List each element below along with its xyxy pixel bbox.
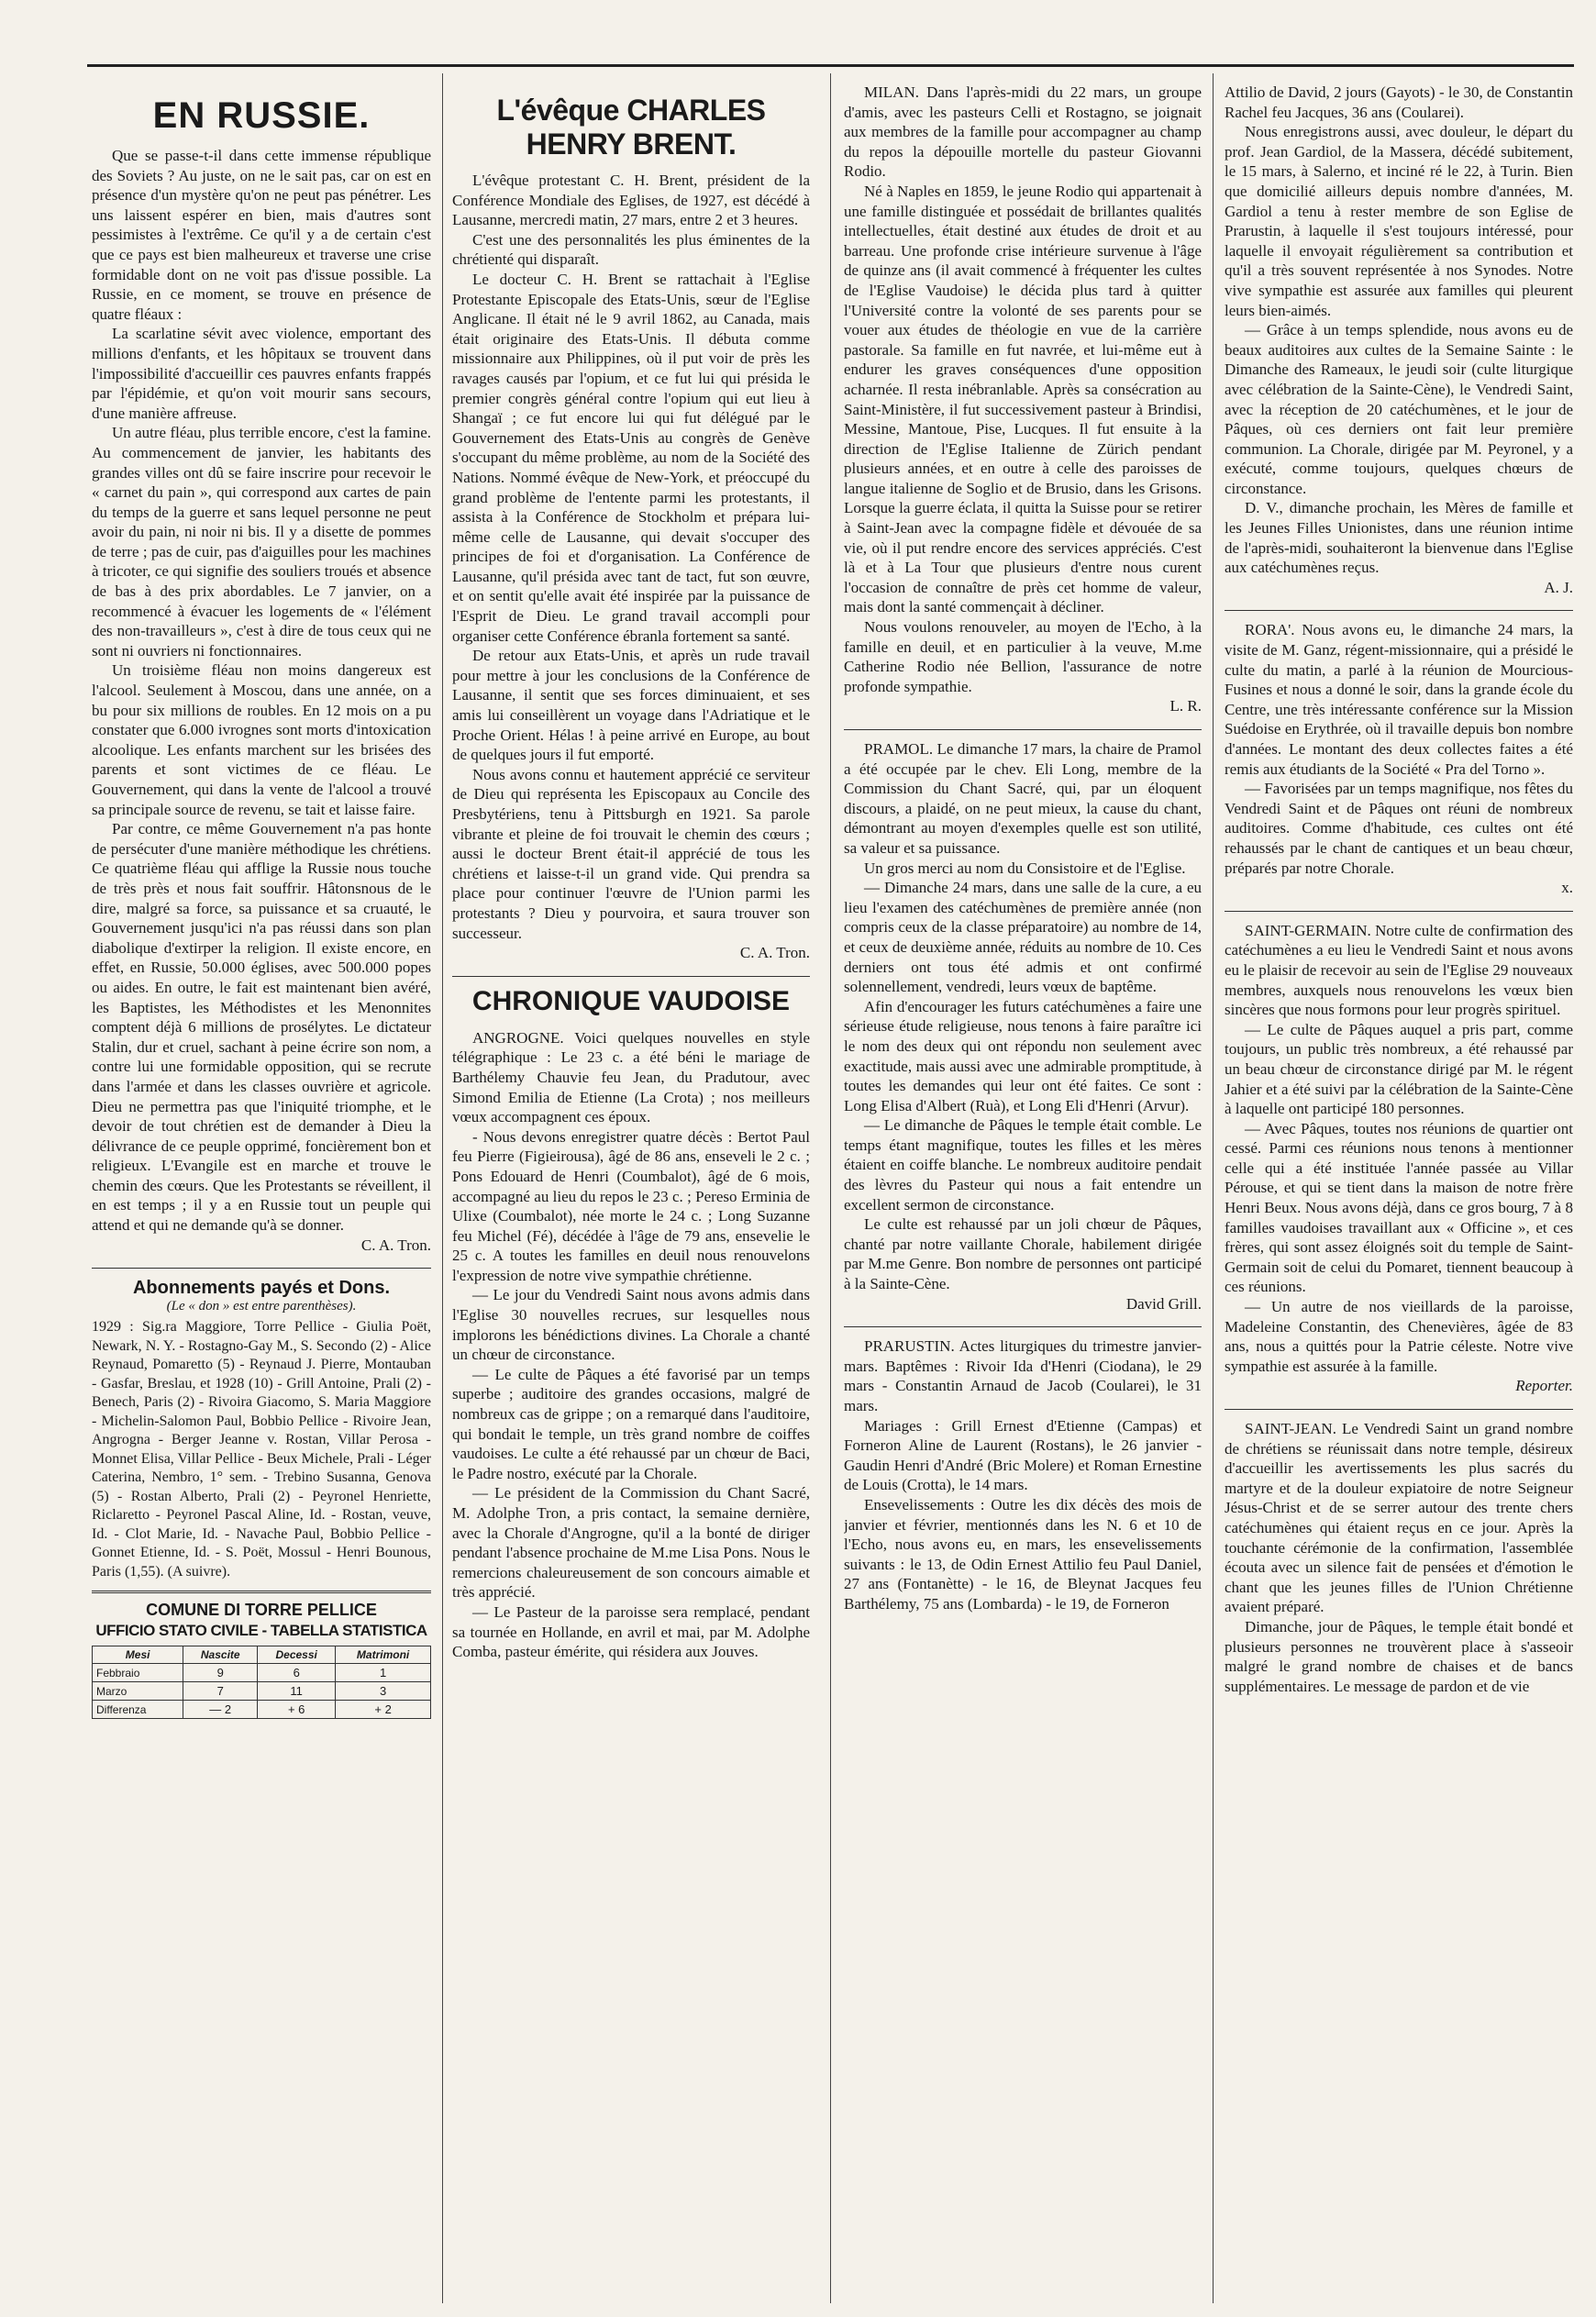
divider [1225,911,1573,912]
column-divider [442,73,443,2303]
column-divider [830,73,831,2303]
signature: L. R. [1169,697,1202,715]
dons-note: (Le « don » est entre parenthèses). [166,1299,357,1314]
header-nascite: Nascite [183,1646,258,1664]
divider [92,1591,431,1593]
paragraph: Nous enregistrons aussi, avec douleur, le départ du prof. Jean Gardiol, de la Massera, décédé subitement, le 15 mars, à Salerno, et inciné ré le 22, à Turin. Bien que domicilié ailleurs depuis nombre d'années, M. Gardiol a tenu à rester membre de son Eglise de Prarustin, à laquelle il s'est toujours intéressé, pour laquelle il envoyait régulièrement sa contribution et qu'il a très souvent représentée à nos Synodes. Notre vive sympathie est assurée aux familles qui pleurent leurs bien-aimés. [1225,123,1573,319]
paragraph: — Le dimanche de Pâques le temple était comble. Le temps étant magnifique, toutes les filles et les mères étaient en coiffe blanche. Le nombreux auditoire pendait des lèvres du Pasteur qui nous a fait entendre un excellent sermon de circonstance. [844,1116,1202,1214]
cell: 6 [258,1664,336,1682]
paragraph: Que se passe-t-il dans cette immense république des Soviets ? Au juste, on ne le sait pas, car on est en présence d'un mystère qu'on ne peut pas pénétrer. Les uns laissent espérer en bien, mais d'autres sont pessimistes à l'extrême. Ce qu'il y a de certain c'est que ce pays est bien malheureux et traverse une crise formidable dont on ne voit pas d'issue possible. La Russie, en ce moment, se trouve en présence de quatre fléaux : [92,147,431,323]
paragraph: — Favorisées par un temps magnifique, nos fêtes du Vendredi Saint et de Pâques ont réuni de nombreux auditoires. Comme d'habitude, ces cultes ont été rehaussés par le chant de cantiques et un beau chœur, préparés par notre Chorale. [1225,780,1573,877]
paragraph: Un gros merci au nom du Consistoire et de l'Eglise. [864,859,1186,877]
paragraph: — Avec Pâques, toutes nos réunions de quartier ont cessé. Parmi ces réunions nous tenons à mentionner celle qui a été instituée l'année passée au Villar Pérouse, et qui se tient dans la maison de notre frère Henri Beux. Nous avons déjà, dans ce gros bourg, 7 à 8 familles vaudoises travaillant aux « Officine », et ces frères, qui sont assez éloignés soit du temple de Saint-Germain soit de celui du Pomaret, tiennent beaucoup à ces réunions. [1225,1119,1573,1296]
paragraph: Afin d'encourager les futurs catéchumènes a faire une sérieuse étude religieuse, nous tenons à faire paraître ici le nom des deux qui ont répondu non seulement avec exactitude, mais aussi avec une admirable promptitude, à toutes les demandes qui leur ont été faites. Ce sont : Long Elisa d'Albert (Ruà), et Long Eli d'Henri (Arvur). [844,997,1202,1114]
signature: C. A. Tron. [360,1236,431,1254]
paragraph: Un troisième fléau non moins dangereux est l'alcool. Seulement à Moscou, dans une année, on a bu pour six millions de roubles. En 12 mois on a pu constater que 6.000 ivrognes sont morts d'intoxication alcoolique. Les enfants marchent sur les brisées des parents et sont victimes de ce fléau. Le Gouvernement, qui dans la vente de l'alcool a trouvé sa principale source de revenu, se tait et laisse faire. [92,661,431,818]
signature: A. J. [1544,578,1573,596]
table-row [93,1664,431,1682]
comune-title: COMUNE DI TORRE PELLICE [146,1601,377,1620]
paragraph: RORA'. Nous avons eu, le dimanche 24 mars, la visite de M. Ganz, régent-missionnaire, qui a présidé le culte du matin, a parlé à la réunion de Mourcious-Fusines et nous a donné le soir, dans la grande école du Centre, une très intéressante conférence sur la Mission Suédoise en Erythrée, où il travaille depuis bon nombre d'années. Le montant des deux collectes faites a été remis aux étudiants de la Société « Pra del Torno ». [1225,621,1573,778]
column-2 [452,83,810,2306]
paragraph: Dimanche, jour de Pâques, le temple était bondé et plusieurs personnes ne trouvèrent place à s'asseoir malgré le grand nombre de chaises et de bancs supplémentaires. Le message de pardon et de vie [1225,1617,1573,1695]
cell: 1 [336,1664,431,1682]
paragraph: - Nous devons enregistrer quatre décès : Bertot Paul feu Pierre (Figieirousa), âgé de 86 ans, enseveli le 2 c. ; Pons Edouard de Henri (Coumbalot), âgé de 6 mois, accompagné au lieu du repos le 23 c. ; Pereso Erminia de Ulixe (Coumbalot), née morte le 24 c. ; Long Suzanne feu Michel (Fé), décédée à l'âge de 79 ans, ensevelie le 25 c. A toutes les familles en deuil nous renouvelons l'expression de notre vive sympathie chrétienne. [452,1127,810,1284]
signature: x. [1561,879,1573,897]
header-decessi: Decessi [258,1646,336,1664]
column-divider [1213,73,1214,2303]
cell: 7 [183,1682,258,1701]
divider [452,976,810,977]
dons-list: 1929 : Sig.ra Maggiore, Torre Pellice - Giulia Poët, Newark, N. Y. - Rostagno-Gay M., S. Secondo (2) - Alice Reynaud, Pomaretto (5) - Reynaud J. Pierre, Montauban - Gasfar, Breslau, et 1928 (10) - Grill Antoine, Prali (2) - Benech, Paris (2) - Rivoira Giacomo, S. Maria Maggiore - Michelin-Salomon Paul, Bobbio Pellice - Rivoire Jean, Angrogna - Berger Jeanne v. Rostan, Villar Perosa - Monnet Elisa, Villar Pellice - Beux Michele, Prali - Léger Caterina, Nembro, 1° sem. - Trebino Susanna, Genova (5) - Rostan Alberto, Prali (2) - Peyronel Henriette, Riclaretto - Peyronel Pascal Aline, Id. - Rostan, veuve, Id. - Clot Marie, Id. - Navache Paul, Bobbio Pellice - Gonnet Etienne, Id. - S. Poët, Mossul - Henri Bounous, Paris (1,55). (A suivre). [92,1319,431,1580]
cell: 9 [183,1664,258,1682]
paragraph: Nous voulons renouveler, au moyen de l'Echo, à la famille en deuil, et en particulier à la veuve, M.me Catherine Rodio née Bellion, l'assurance de notre profonde sympathie. [844,618,1202,695]
column-3 [844,83,1202,2306]
paragraph: Nous avons connu et hautement apprécié ce serviteur de Dieu qui représenta les Episcopaux au Concile des Presbytériens, tenu à Pittsburgh en 1921. Sa parole vibrante et pleine de foi trouvait le chemin des cœurs ; aussi le docteur Brent était-il apprécié de tous les chrétiens et laisse-t-il un grand vide. Qui prendra sa place pour continuer l'œuvre de l'Union parmi les protestants ? Dieu y pourvoira, et saura trouver son successeur. [452,765,810,942]
paragraph: Ensevelissements : Outre les dix décès des mois de janvier et février, mentionnés dans les N. 6 et 10 de l'Echo, nous avons eu, en mars, les ensevelissements suivants : le 13, de Odin Ernest Attilio feu Paul Daniel, 27 ans (Fontanètte) - le 16, de Bleynat Jacques feu Barthélemy, 75 ans (Lombarda) - le 19, de Forneron [844,1495,1202,1613]
paragraph: De retour aux Etats-Unis, et après un rude travail pour mettre à jour les conclusions de la Conférence de Lausanne, il sentit que ses forces diminuaient, et ses amis lui conseillèrent un voyage dans l'Adriatique et le Proche Orient. Hélas ! à peine arrivé en Europe, au bout de quelques jours il fut emporté. [452,647,810,764]
paragraph: — Le culte de Pâques a été favorisé par un temps superbe ; auditoire des grandes occasions, malgré de nombreux cas de grippe ; on a remarqué dans l'auditoire, qui bondait le temple, un très grand nombre de coiffes vaudoises. Le culte a été rehaussé par un chœur de Baci, le Padre nostro, exécuté par la Chorale. [452,1365,810,1482]
paragraph: — Un autre de nos vieillards de la paroisse, Madeleine Constantin, des Chenevières, âgée de 83 ans, nous a quittés pour la Patrie céleste. Notre vive sympathie est assurée à la famille. [1225,1298,1573,1375]
paragraph: Attilio de David, 2 jours (Gayots) - le 30, de Constantin Rachel feu Jacques, 36 ans (Coularei). [1225,83,1573,121]
divider [844,729,1202,730]
column-1 [92,83,431,2306]
cell: 11 [258,1682,336,1701]
cell: Marzo [93,1682,183,1701]
divider [1225,1409,1573,1410]
cell: — 2 [183,1701,258,1719]
paragraph: Le culte est rehaussé par un joli chœur de Pâques, chanté par notre vaillante Chorale, habilement dirigée par M.me Genre. Bon nombre de personnes ont participé à la Sainte-Cène. [844,1215,1202,1293]
dons-title: Abonnements payés et Dons. [132,1278,391,1299]
top-rule [87,64,1574,67]
cell: Differenza [93,1701,183,1719]
paragraph: — Le jour du Vendredi Saint nous avons admis dans l'Eglise 30 nouvelles recrues, sur lesquelles nous implorons les bénédictions divines. La Chorale a chanté un chœur de circonstance. [452,1286,810,1364]
column-4 [1225,83,1573,2306]
paragraph: — Le culte de Pâques auquel a pris part, comme toujours, un public très nombreux, a été rehaussé par un beau chœur de circonstance dirigé par M. le régent Jahier et a été suivi par la célébration de la Sainte-Cène à laquelle ont participé 180 personnes. [1225,1020,1573,1118]
signature: C. A. Tron. [739,944,810,962]
paragraph: Un autre fléau, plus terrible encore, c'est la famine. Au commencement de janvier, les habitants des grandes villes ont dû se faire inscrire pour recevoir le « carnet du pain », qui correspond aux cartes de pain du temps de la guerre et sans lequel personne ne peut avoir du pain, ni noir ni bis. Il y a disette de pommes de terre ; pas de cuir, pas d'aiguilles pour les machines à tricoter, ce qui signifie des souliers troués et absence de bas à des prix abordables. Le 7 janvier, on a recommencé à évacuer les logements de « l'élément des non-travailleurs », c'est à dire de tous ceux qui ne sont ni ouvriers ni fonctionnaires. [92,424,431,660]
statistics-table [92,1646,431,1719]
paragraph: L'évêque protestant C. H. Brent, président de la Conférence Mondiale des Eglises, de 1927, est décédé à Lausanne, mercredi matin, 27 mars, entre 2 et 3 heures. [452,172,810,229]
table-header-row [93,1646,431,1664]
paragraph: — Le Pasteur de la paroisse sera remplacé, pendant sa tournée en Hollande, en avril et mai, par M. Adolphe Comba, pasteur émérite, qui résidera aux Jouves. [452,1602,810,1661]
table-row [93,1701,431,1719]
divider [92,1268,431,1269]
paragraph: MILAN. Dans l'après-midi du 22 mars, un groupe d'amis, avec les pasteurs Celli et Rostagno, se joignait aux membres de la famille pour accompagner au champ du repos la dépouille mortelle du pasteur Giovanni Rodio. [844,83,1202,181]
divider [1225,610,1573,611]
cell: + 2 [336,1701,431,1719]
paragraph: — Grâce à un temps splendide, nous avons eu de beaux auditoires aux cultes de la Semaine Sainte : le Dimanche des Rameaux, le jeudi soir (culte liturgique avec célébration de la Sainte-Cène), le Vendredi Saint, avec la réception de 20 catéchumènes, et le jour de Pâques, où ces derniers ont fait leur première communion. La Chorale, dirigée par M. Peyronel, y a exécuté, comme toujours, quelques chœurs de circonstance. [1225,321,1573,497]
paragraph: — Le président de la Commission du Chant Sacré, M. Adolphe Tron, a pris contact, la semaine dernière, avec la Chorale d'Angrogne, qu'il a la bonté de diriger pendant l'absence prochaine de M.me Lisa Pons. Nous le remercions chaleureusement de son concours aimable et très apprécié. [452,1484,810,1602]
paragraph: Né à Naples en 1859, le jeune Rodio qui appartenait à une famille distinguée et possédait de brillantes qualités intellectuelles, était destiné aux études de droit et au barreau. Une profonde crise intérieure survenue à l'âge de quinze ans (il avait commencé à fréquenter les cultes de l'Eglise Vaudoise) le décida plus tard à quitter l'Université contre la volonté de ses parents pour se vouer aux études de théologie en vue de la carrière pastorale. Sa famille en fut navrée, et lui-même eut à endurer les graves conséquences d'une opposition acharnée. Il resta inébranlable. Après sa consécration au Saint-Ministère, il fut successivement pasteur à Brindisi, Messine, Mantoue, Pise, Lucques. Il fut ensuite à la direction de l'Eglise Italienne de Zürich pendant plusieurs années, et en outre à celle des paroisses de langue italienne de Soglio et de Brusio, dans les Grisons. Lorsque la guerre éclata, il quitta la Suisse pour se retirer à Saint-Jean avec la compagne fidèle et dévouée de sa vie, où il put rendre encore des services appréciés. C'est là et à La Tour que plusieurs d'entre nous curent l'occasion de connaître de près cet homme de valeur, mais dont la santé commençait à décliner. [844,182,1202,616]
signature: Reporter. [1515,1377,1573,1395]
cell: Febbraio [93,1664,183,1682]
paragraph: — Dimanche 24 mars, dans une salle de la cure, a eu lieu l'examen des catéchumènes de première année (non compris ceux de la classe préparatoire) au nombre de 14, et ceux de deuxième année, réduits au nombre de 10. Ces derniers ont tous été admis et ont confirmé solennellement, vendredi, leurs vœux de baptême. [844,879,1202,996]
article-title-en-russie: EN RUSSIE. [152,95,371,136]
table-row [93,1682,431,1701]
paragraph: La scarlatine sévit avec violence, emportant des millions d'enfants, et les hôpitaux se trouvent dans l'impossibilité d'accueillir ces pauvres enfants frappés par l'épidémie, et qu'on voit mourir sans secours, d'une manière affreuse. [92,325,431,422]
paragraph: Mariages : Grill Ernest d'Etienne (Campas) et Forneron Aline de Laurent (Rostans), le 26 janvier - Gaudin Henri d'André (Bric Molere) et Roman Ernestine de Louis (Crotta), le 14 mars. [844,1416,1202,1494]
paragraph: ANGROGNE. Voici quelques nouvelles en style télégraphique : Le 23 c. a été béni le mariage de Barthélemy Chauvie feu Jean, du Pradutour, avec Simond Emilia de Etienne (La Crota) ; nos meilleurs vœux accompagnent ces époux. [452,1028,810,1126]
paragraph: SAINT-JEAN. Le Vendredi Saint un grand nombre de chrétiens se réunissait dans notre temple, désireux d'accueillir les avertissements les plus sacrés du martyre et de la douleur expiatoire de notre Seigneur Jésus-Christ et de se serrer autour des trente chers catéchumènes qui étaient reçus en ce jour. Après la touchante cérémonie de la confirmation, l'assemblée écouta avec un silence fait de pensées et d'émotion le chant que les jeunes filles de l'Union Chrétienne avaient préparé. [1225,1420,1573,1616]
paragraph: D. V., dimanche prochain, les Mères de famille et les Jeunes Filles Unionistes, dans une réunion intime de l'après-midi, souhaiteront la bienvenue dans l'Eglise aux catéchumènes reçus. [1225,499,1573,577]
paragraph: C'est une des personnalités les plus éminentes de la chrétienté qui disparaît. [452,230,810,269]
section-title-chronique: CHRONIQUE VAUDOISE [471,985,791,1016]
article-body [92,146,431,1236]
header-mesi: Mesi [93,1646,183,1664]
paragraph: PRARUSTIN. Actes liturgiques du trimestre janvier-mars. Baptêmes : Rivoir Ida d'Henri (Ciodana), le 29 mars - Constantin Arnaud de Jacob (Coularei), le 31 mars. [844,1337,1202,1414]
cell: + 6 [258,1701,336,1719]
article-title-brent: L'évêque CHARLES HENRY BRENT. [496,94,766,161]
cell: 3 [336,1682,431,1701]
paragraph: Le docteur C. H. Brent se rattachait à l'Eglise Protestante Episcopale des Etats-Unis, sœur de l'Eglise Anglicane. Il était né le 9 avril 1862, au Canada, mais était originaire des Etats-Unis. Il débuta comme missionnaire aux Philippines, où il put voir de près les ravages causés par l'opium, et ce fut lui qui présida le premier congrès général contre l'opium qui eut lieu à Shangaï ; ce fut encore lui qui fut délégué par le Gouvernement des Etats-Unis au congrès de Genève s'occupant du même problème, au nom de la Société des Nations. Nommé évêque de New-York, et préoccupé du grand problème de l'entente parmi les protestants, il assista à la Conférence de Stockholm et prépara lui-même celle de Lausanne, qui devait s'occuper des principes de foi et d'organisation. La Conférence de Lausanne, qu'il présida avec tant de tact, fut son œuvre, et on sentit qu'elle avait été inspirée par la puissance de l'Esprit de Dieu. Le grand travail accompli pour organiser cette Conférence ébranla fortement sa santé. [452,270,810,645]
paragraph: PRAMOL. Le dimanche 17 mars, la chaire de Pramol a été occupée par le chev. Eli Long, membre de la Commission du Chant Sacré, qui, par un éloquent discours, a plaidé, on ne peut mieux, la cause du chant, démontrant au moyen d'exemples quelle est son utilité, sa valeur et sa puissance. [844,740,1202,857]
paragraph: Par contre, ce même Gouvernement n'a pas honte de persécuter d'une manière méthodique les chrétiens. Ce quatrième fléau qui afflige la Russie nous touche de très près et nous fait souffrir. Hâtonsnous de le dire, malgré sa force, sa puissance et sa cruauté, le Gouvernement jusqu'ici n'a pas réussi dans son plan diabolique d'extirper la religion. Il existe encore, en effet, en Russie, 50.000 églises, avec 500.000 popes ou aides. En outre, le fait est maintenant bien avéré, les Baptistes, les Méthodistes et les Menonnites comptent déjà 6 millions de prosélytes. Le dictateur Stalin, dur et cruel, sachant à peine écrire son nom, a contre lui une formidable opposition, qui se recrute dans l'armée et dans les classes ouvrière et agricole. Dieu ne permettra pas que l'iniquité triomphe, et le devoir de tout chrétien est de demander à Dieu la délivrance de ce peuple opprimé, foncièrement bon et religieux. L'Evangile est en marche et trouve le chemin des cœurs. Que les Protestants se réveillent, il en est temps ; il y a en Russie tout un peuple qui attend et qui ne demande qu'à se donner. [92,820,431,1235]
divider [844,1326,1202,1327]
signature: David Grill. [1125,1294,1202,1313]
ufficio-title: UFFICIO STATO CIVILE - TABELLA STATISTICA [95,1622,427,1640]
header-matrimoni: Matrimoni [336,1646,431,1664]
paragraph: SAINT-GERMAIN. Notre culte de confirmation des catéchumènes a eu lieu le Vendredi Saint et nous avons eu le plaisir de recevoir au sein de l'Eglise 29 nouveaux membres, auxquels nous renouvelons les vœux bien sincères que nous formons pour leur progrès spirituel. [1225,921,1573,1019]
